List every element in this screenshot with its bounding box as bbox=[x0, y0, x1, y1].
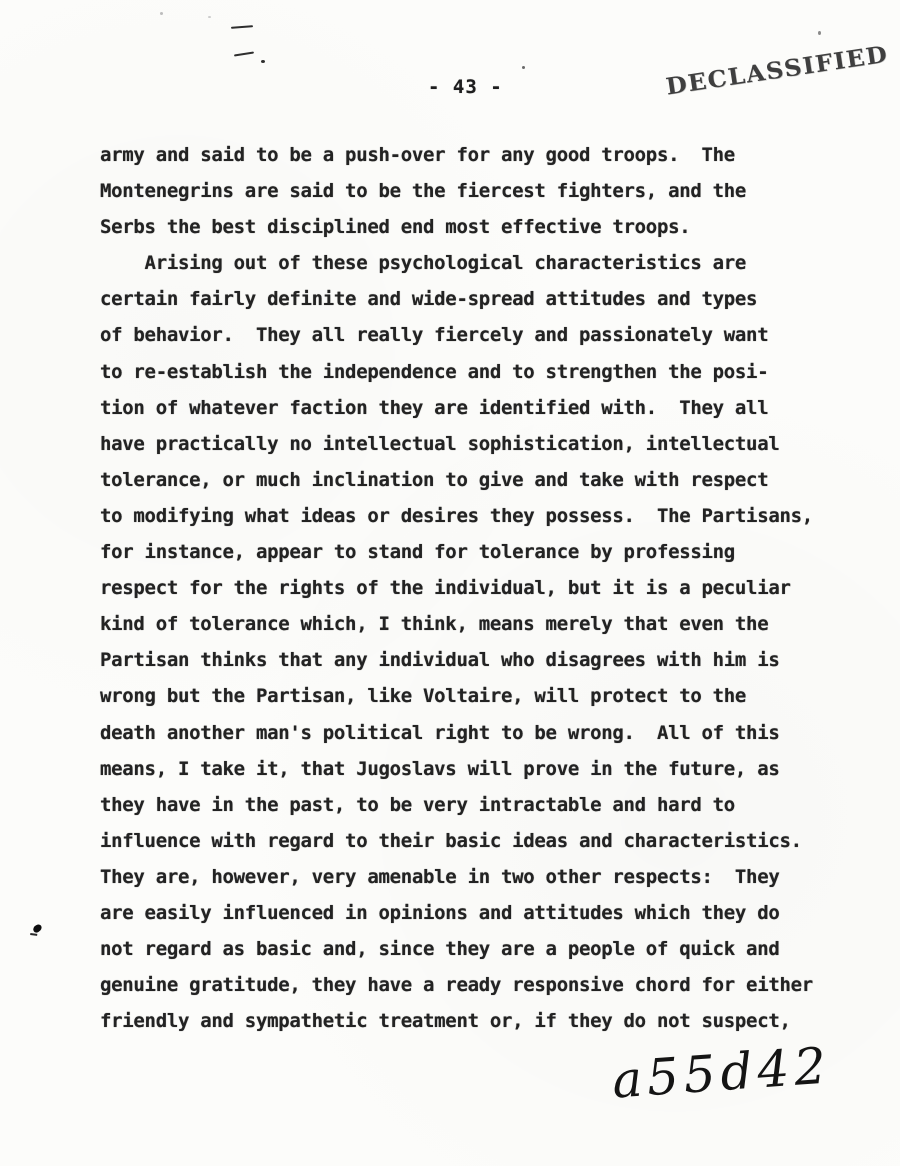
text-line: genuine gratitude, they have a ready responsive chord for either bbox=[100, 974, 813, 997]
ink-speck bbox=[261, 60, 265, 63]
text-line: are easily influenced in opinions and attitudes which they do bbox=[100, 901, 780, 924]
text-line: influence with regard to their basic ideas and characteristics. bbox=[100, 829, 802, 852]
ink-dash-mark bbox=[231, 25, 253, 29]
typed-text-block bbox=[100, 137, 860, 1039]
handwritten-annotation: a55d42 bbox=[610, 1036, 833, 1110]
page-number: - 43 - bbox=[428, 76, 503, 98]
text-line: They are, however, very amenable in two other respects: They bbox=[100, 865, 780, 888]
ink-speck bbox=[522, 66, 525, 69]
text-line: to modifying what ideas or desires they possess. The Partisans, bbox=[100, 504, 813, 527]
text-line: friendly and sympathetic treatment or, if they do not suspect, bbox=[100, 1010, 791, 1033]
text-line: Arising out of these psychological characteristics are bbox=[100, 252, 747, 275]
text-line: respect for the rights of the individual, but it is a peculiar bbox=[100, 577, 791, 600]
ink-blot bbox=[32, 923, 43, 933]
text-line: to re-establish the independence and to strengthen the posi- bbox=[100, 360, 769, 383]
text-line: of behavior. They all really fiercely and passionately want bbox=[100, 324, 769, 347]
text-line: army and said to be a push-over for any good troops. The bbox=[100, 144, 735, 166]
text-line: certain fairly definite and wide-spread attitudes and types bbox=[100, 288, 758, 311]
text-line: death another man's political right to be wrong. All of this bbox=[100, 721, 780, 744]
text-line: tion of whatever faction they are identified with. They all bbox=[100, 396, 769, 419]
text-line: Partisan thinks that any individual who disagrees with him is bbox=[100, 649, 780, 672]
text-line: Serbs the best disciplined end most effective troops. bbox=[100, 216, 691, 239]
text-line: have practically no intellectual sophistication, intellectual bbox=[100, 432, 780, 455]
text-line: for instance, appear to stand for tolerance by professing bbox=[100, 541, 735, 564]
text-line: wrong but the Partisan, like Voltaire, will protect to the bbox=[100, 685, 747, 708]
text-line: not regard as basic and, since they are a people of quick and bbox=[100, 938, 780, 961]
text-line: tolerance, or much inclination to give and take with respect bbox=[100, 468, 769, 491]
text-line: kind of tolerance which, I think, means merely that even the bbox=[100, 613, 769, 636]
text-line: Montenegrins are said to be the fiercest fighters, and the bbox=[100, 180, 747, 203]
text-line: means, I take it, that Jugoslavs will prove in the future, as bbox=[100, 757, 780, 780]
ink-speck bbox=[208, 16, 211, 18]
ink-speck bbox=[818, 31, 821, 35]
declassified-stamp: DECLASSIFIED bbox=[663, 39, 891, 101]
ink-speck bbox=[160, 12, 163, 15]
ink-dash-mark bbox=[234, 51, 254, 56]
text-line: they have in the past, to be very intractable and hard to bbox=[100, 793, 735, 816]
